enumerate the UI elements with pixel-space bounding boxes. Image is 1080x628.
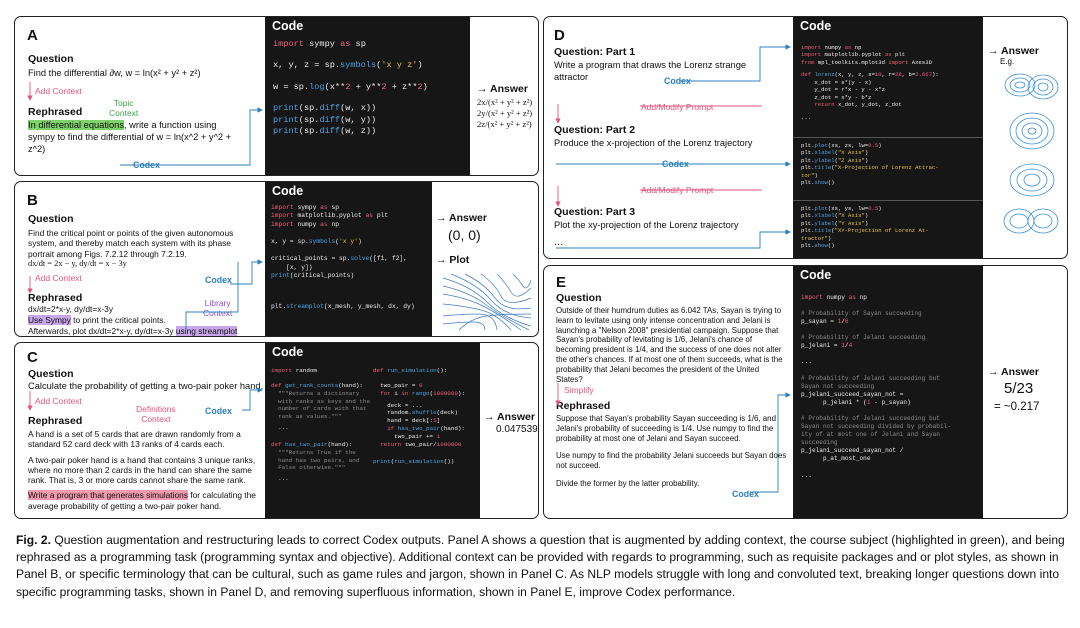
panel-b-answer	[436, 212, 487, 243]
panel-b-rephrased-line1: dx/dt=2*x-y, dy/dt=x-3y	[28, 304, 114, 314]
panel-e-answer-heading: → Answer	[988, 366, 1039, 378]
panel-a-answer-z: 2z/(x² + y² + z²)	[477, 119, 532, 130]
panel-d-ellipsis: ...	[554, 236, 564, 248]
panel-e-rephrased-p3: Divide the former by the latter probability.	[556, 478, 700, 488]
panel-d-code-block	[793, 17, 983, 259]
figure-caption-label: Fig. 2.	[16, 533, 51, 547]
figure-caption-text: Question augmentation and restructuring leads to correct Codex outputs. Panel A shows a question that is augmented by adding context, the course subject (highlighted in green), and being rephrased as a programming task (programming syntax and objective). Additional context can be provided with regards to programming, such as requisite packages and or plot styles, as shown in Panel B, or specific terminology that can be cultural, such as game rules and jargon, shown in Panel C. As NLP models struggle with long and convoluted text, breaking longer questions down into specific programming tasks, shown in Panel D, and removing superfluous information, shown in Panel E, improve Codex performance.	[16, 533, 1065, 599]
panel-a-answer-y: 2y/(x² + y² + z²)	[477, 108, 533, 119]
panel-d-code-part1: import numpy as np import matplotlib.pyplot as plt from mpl_toolkits.mplot3d import Axes3D def lorenz(x, y, z, s=10, r=28, b=2.667): x_dot = s*(y - x) y_dot = r*x - y - x*z z_dot = x*y - b*z return x_dot, y_dot, z_dot ...	[801, 44, 939, 121]
panel-b-rephrased-text	[28, 304, 268, 336]
panel-c	[14, 342, 539, 519]
panel-d-codex-1: Codex	[664, 76, 691, 86]
panel-e-answer	[988, 366, 1039, 413]
panel-c-rephrased-text	[28, 429, 268, 511]
panel-c-answer-heading: → Answer	[484, 411, 535, 423]
panel-c-code-right: def run_simulation(): two_pair = 0 for i in range(1000000): deck = ... random.shuffle(deck) hand = deck[:5] if has_two_pair(hand): two_pair += 1 return two_pair/1000000 print(run_simulation())	[373, 367, 465, 465]
panel-c-question-text: Calculate the probability of getting a two-pair poker hand.	[28, 381, 264, 391]
panel-e-simplify: Simplify	[564, 385, 594, 395]
panel-b-question-eq: dx/dt = 2x − y, dy/dt = x − 3y	[28, 259, 127, 268]
panel-b	[14, 181, 539, 337]
panel-e-code-block	[793, 266, 983, 519]
panel-b-answer-value: (0, 0)	[448, 227, 481, 243]
panel-d-add-modify-2: Add/Modify Prompt	[641, 185, 714, 195]
panel-d-q1-text: Write a program that draws the Lorenz strange attractor	[554, 60, 747, 82]
panel-a-answer-values	[477, 97, 539, 131]
panel-c-codex-label: Codex	[205, 406, 232, 416]
panel-a-codex-label: Codex	[133, 160, 160, 170]
panel-a-code-block	[265, 17, 470, 176]
panel-b-code-block	[265, 182, 432, 337]
panel-d-lorenz-x-projection-image	[1006, 109, 1058, 153]
panel-a-add-context: Add Context	[35, 86, 82, 96]
panel-c-code-title: Code	[272, 345, 304, 359]
panel-b-label: B	[27, 192, 38, 209]
panel-d-q1-heading: Question: Part 1	[554, 46, 636, 58]
panel-d-q3-heading: Question: Part 3	[554, 206, 636, 218]
panel-a-highlight-topic: In differential equations	[28, 120, 124, 130]
panel-a-code-title: Code	[272, 19, 304, 33]
panel-a-rephrased-rest: , write a function using sympy to find the differential of w = ln(x^2 + y^2 + z^2)	[28, 120, 232, 154]
panel-d-answer-heading: → Answer	[988, 45, 1039, 57]
panel-e-label: E	[556, 274, 567, 291]
panel-d-q2-heading: Question: Part 2	[554, 124, 636, 136]
panel-e-code-lines: import numpy as np # Probability of Sayan succeeding p_sayan = 1/6 # Probability of Jelani succeeding p_jelani = 1/4 ... # Probability of Jelani succeeding but Sayan not succeeding p_jelani_succeed_sayan_not = p_jelani * (1 - p_sayan) # Probability of Jelani succeeding but Sayan not succeeding divided by probabil- ity of at most one of Jelani and Sayan succeeding p_jelani_succeed_sayan_not / p_at_most_one ...	[801, 294, 951, 479]
panel-a-question-text: Find the differential ∂w, w = ln(x² + y² + z²)	[28, 68, 201, 78]
panel-b-plot	[436, 254, 469, 266]
panel-b-rephrased-heading: Rephrased	[28, 292, 83, 304]
figure-caption	[16, 532, 1068, 601]
panel-c-answer	[484, 411, 538, 435]
panel-a-code-lines: import sympy as sp x, y, z = sp.symbols('x y z') w = sp.log(x**2 + y**2 + z**2) print(sp.diff(w, x)) print(sp.diff(w, y)) print(sp.diff(w, z))	[273, 39, 428, 137]
panel-b-code-lines: import sympy as sp import matplotlib.pyplot as plt import numpy as np x, y = sp.symbols('x y') critical_points = sp.solve([f1, f2], [x, y]) print(critical_points) plt.streamplot(x_mesh, y_mesh, dx, dy)	[271, 204, 415, 310]
panel-b-add-context: Add Context	[35, 273, 82, 283]
panel-d-code-part2: plt.plot(xs, zs, lw=0.5) plt.xlabel("X Axis") plt.ylabel("Z Axis") plt.title("X-Projection of Lorenz Attrac- tor") plt.show()	[801, 142, 939, 187]
panel-a-topic-context: Topic Context	[109, 98, 139, 118]
panel-e-question-heading: Question	[556, 292, 602, 304]
panel-d-answer-eg: E.g.	[1000, 57, 1015, 66]
panel-e-question-text: Outside of their humdrum duties as 6.042 TAs, Sayan is trying to learn to levitate using only intense concentration and Jelani is launching a "Nelson 2008" presidential campaign. Suppose that Sayan's probability of levitating is 1/6, Jelani's chance of becoming president is 1/4, and the success of one does not alter the other's chances. If at most one of them succeeds, what is the probability that Jelani becomes the president of the United States?	[556, 306, 783, 384]
panel-d-code-title: Code	[800, 19, 832, 33]
panel-c-code-block	[265, 343, 480, 519]
panel-c-rephrased-heading: Rephrased	[28, 415, 83, 427]
panel-a-answer	[477, 83, 539, 131]
panel-a	[14, 16, 539, 176]
panel-c-code-left: import random def get_rank_counts(hand): """Returns a dictionary with ranks as keys and the number of cards with that rank as values.""" ... def has_two_pair(hand): """Returns True if the hand has two pairs, and False otherwise.""" ...	[271, 367, 370, 483]
panel-d-q3-text: Plot the xy-projection of the Lorenz trajectory	[554, 220, 739, 230]
panel-e-answer-approx: = ~0.217	[994, 401, 1040, 413]
panel-c-definitions-context: Definitions Context	[136, 404, 176, 424]
panel-c-label: C	[27, 349, 38, 366]
panel-a-rephrased-heading: Rephrased	[28, 106, 83, 118]
panel-b-question-heading: Question	[28, 213, 74, 225]
panel-e-code-title: Code	[800, 268, 832, 282]
panel-c-add-context: Add Context	[35, 396, 82, 406]
panel-c-rephrased-p2: A two-pair poker hand is a hand that contains 3 unique ranks, where no more than 2 cards in the hand can share the same rank. That is, 3 or more cards cannot share the same rank.	[28, 454, 256, 485]
panel-a-answer-x: 2x/(x² + y² + z²)	[477, 97, 533, 107]
panel-a-answer-heading: → Answer	[477, 83, 528, 95]
panel-e-codex-label: Codex	[732, 489, 759, 499]
panel-e	[543, 265, 1068, 519]
panel-e-rephrased-p2: Use numpy to find the probability Jelani succeeds but Sayan does not succeed.	[556, 451, 787, 471]
panel-b-highlight-sympy: Use Sympy	[28, 314, 71, 325]
panel-a-rephrased-text	[28, 120, 238, 156]
panel-a-question-heading: Question	[28, 53, 74, 65]
panel-e-rephrased-heading: Rephrased	[556, 400, 611, 412]
panel-e-answer-fraction: 5/23	[1004, 380, 1034, 397]
panel-d-code-part3: plt.plot(xs, ys, lw=0.5) plt.xlabel("X Axis") plt.ylabel("Y Axis") plt.title("XY-Projection of Lorenz At- tractor") plt.show()	[801, 205, 929, 250]
panel-b-plot-heading: → Plot	[436, 254, 470, 266]
panel-c-question-heading: Question	[28, 368, 74, 380]
panel-b-highlight-streamplot: using streamplot	[175, 325, 238, 336]
panel-b-rephrased-line3: Afterwards, plot dx/dt=2*x-y, dy/dt=x-3y	[28, 325, 176, 336]
panel-b-library-context: Library Context	[203, 298, 233, 318]
panel-a-label: A	[27, 27, 38, 44]
panel-b-answer-heading: → Answer	[436, 212, 487, 224]
panel-e-rephrased-p1: Suppose that Sayan's probability Sayan succeeding is 1/6, and Jelani's probability of succeeding is 1/4. Use numpy to find the probability at most one of Jelani and Sayan succeed.	[556, 414, 776, 443]
panel-d-label: D	[554, 27, 565, 44]
panel-e-rephrased-text	[556, 414, 788, 489]
panel-d-add-modify-1: Add/Modify Prompt	[641, 102, 714, 112]
panel-b-rephrased-line2: to print the critical points.	[70, 314, 166, 325]
panel-c-highlight-program: Write a program that generates simulations	[28, 490, 188, 501]
panel-d-answer	[988, 45, 1039, 66]
panel-d-q2-text: Produce the x-projection of the Lorenz trajectory	[554, 138, 753, 148]
panel-d-lorenz-xy-projection-a-image	[1006, 160, 1058, 200]
panel-c-rephrased-p1: A hand is a set of 5 cards that are drawn randomly from a standard 52 card deck with 13 ranks of 4 cards each.	[28, 429, 241, 450]
panel-b-question-text: Find the critical point or points of the given autonomous system, and thereby match each system with its phase portrait among Figs. 7.2.12 through 7.2.19.	[28, 228, 234, 259]
panel-b-codex-label: Codex	[205, 275, 232, 285]
panel-c-answer-value: 0.047539	[496, 424, 538, 435]
panel-d-lorenz-3d-image	[1000, 65, 1062, 105]
panel-d	[543, 16, 1068, 259]
panel-c-rephrased-p3: for calculating the average probability of getting a two-pair poker hand.	[28, 490, 256, 511]
panel-b-code-title: Code	[272, 184, 304, 198]
panel-b-streamplot-image	[441, 272, 533, 332]
panel-d-lorenz-xy-projection-b-image	[1000, 203, 1062, 239]
panel-d-codex-2: Codex	[662, 159, 689, 169]
